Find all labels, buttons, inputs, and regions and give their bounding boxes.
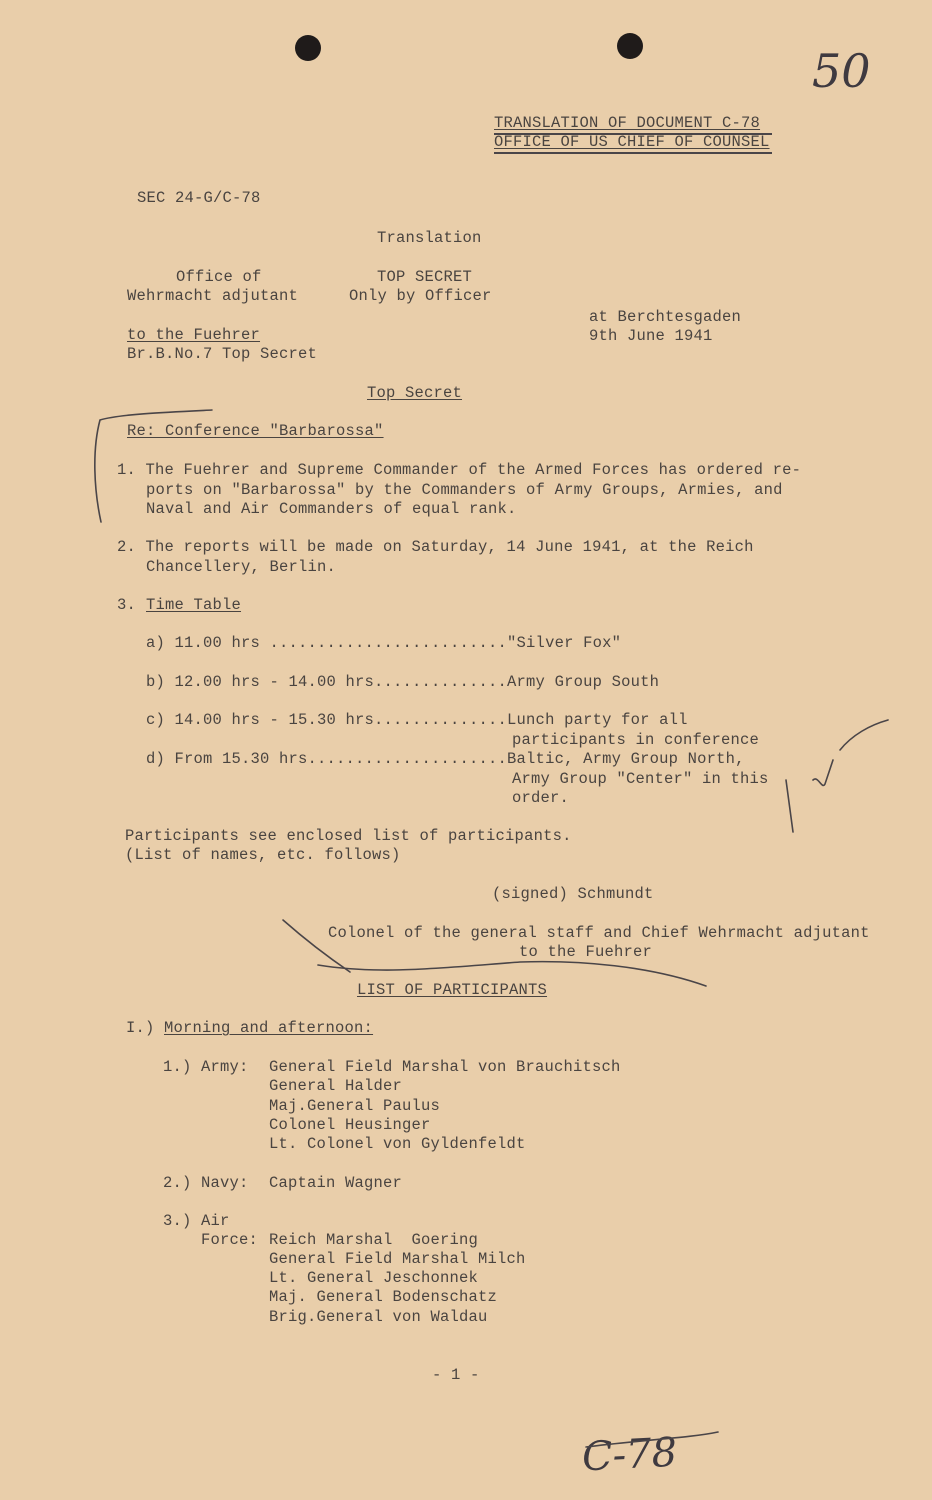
- time-table-item-c-line-2: participants in conference: [512, 731, 760, 749]
- navy-label: 2.) Navy:: [163, 1174, 249, 1192]
- top-secret-heading: Top Secret: [367, 384, 463, 402]
- paragraph-3-number: 3.: [117, 596, 137, 614]
- air-force-name-1: Reich Marshal Goering: [269, 1231, 479, 1249]
- participants-note-line-1: Participants see enclosed list of participants.: [125, 827, 572, 845]
- office-line-2: Wehrmacht adjutant: [127, 287, 299, 305]
- army-name-3: Maj.General Paulus: [269, 1097, 441, 1115]
- army-name-2: General Halder: [269, 1077, 403, 1095]
- signatory-rank-line-2: to the Fuehrer: [519, 943, 653, 961]
- army-name-1: General Field Marshal von Brauchitsch: [269, 1058, 621, 1076]
- signature-slash-mark: [283, 920, 350, 972]
- army-name-5: Lt. Colonel von Gyldenfeldt: [269, 1135, 526, 1153]
- paragraph-1-line-3: Naval and Air Commanders of equal rank.: [146, 500, 517, 518]
- paragraph-1-line-1: 1. The Fuehrer and Supreme Commander of the Armed Forces has ordered re-: [117, 461, 802, 479]
- margin-initials-mark: [786, 720, 888, 832]
- paragraph-1-line-2: ports on "Barbarossa" by the Commanders of Army Groups, Armies, and: [146, 481, 783, 499]
- air-force-name-3: Lt. General Jeschonnek: [269, 1269, 479, 1287]
- signature-line: (signed) Schmundt: [492, 885, 654, 903]
- section-number: I.): [126, 1019, 155, 1037]
- section-title: Morning and afternoon:: [164, 1019, 374, 1037]
- time-table-item-a: a) 11.00 hrs ........................."Silver Fox": [146, 634, 622, 652]
- air-force-label-line-1: 3.) Air: [163, 1212, 230, 1230]
- translation-label: Translation: [377, 229, 482, 247]
- list-of-participants-heading: LIST OF PARTICIPANTS: [357, 981, 548, 999]
- air-force-name-4: Maj. General Bodenschatz: [269, 1288, 498, 1306]
- date-line: 9th June 1941: [589, 327, 713, 345]
- army-label: 1.) Army:: [163, 1058, 249, 1076]
- page-number: - 1 -: [432, 1366, 480, 1384]
- classification-line-2: Only by Officer: [349, 287, 492, 305]
- time-table-heading: Time Table: [146, 596, 242, 614]
- classification-line-1: TOP SECRET: [377, 268, 473, 286]
- time-table-item-d-line-1: d) From 15.30 hrs.....................Baltic, Army Group North,: [146, 750, 745, 768]
- ref-underline-mark: [586, 1432, 718, 1447]
- air-force-name-2: General Field Marshal Milch: [269, 1250, 526, 1268]
- air-force-name-5: Brig.General von Waldau: [269, 1308, 488, 1326]
- time-table-item-d-line-2: Army Group "Center" in this: [512, 770, 769, 788]
- air-force-label-line-2: Force:: [201, 1231, 259, 1249]
- signatory-rank-line-1: Colonel of the general staff and Chief Wehrmacht adjutant: [328, 924, 870, 942]
- navy-name-1: Captain Wagner: [269, 1174, 403, 1192]
- document-reference: SEC 24-G/C-78: [137, 189, 261, 207]
- office-of-chief-counsel: OFFICE OF US CHIEF OF COUNSEL: [494, 133, 770, 151]
- paragraph-2-line-2: Chancellery, Berlin.: [146, 558, 337, 576]
- handwritten-page-mark: 50: [812, 44, 871, 98]
- margin-bracket-mark: [95, 410, 212, 522]
- signature-flourish-mark: [318, 962, 706, 986]
- place-line: at Berchtesgaden: [589, 308, 742, 326]
- handwritten-document-ref: C-78: [580, 1429, 679, 1481]
- paragraph-2-line-1: 2. The reports will be made on Saturday, 14 June 1941, at the Reich: [117, 538, 754, 556]
- army-name-4: Colonel Heusinger: [269, 1116, 431, 1134]
- participants-note-line-2: (List of names, etc. follows): [125, 846, 401, 864]
- office-line-3: to the Fuehrer: [127, 326, 261, 344]
- time-table-item-c-line-1: c) 14.00 hrs - 15.30 hrs..............Lunch party for all: [146, 711, 688, 729]
- translation-title: TRANSLATION OF DOCUMENT C-78: [494, 114, 761, 132]
- time-table-item-b: b) 12.00 hrs - 14.00 hrs..............Army Group South: [146, 673, 660, 691]
- time-table-item-d-line-3: order.: [512, 789, 570, 807]
- office-line-1: Office of: [176, 268, 262, 286]
- subject-line: Re: Conference "Barbarossa": [127, 422, 384, 440]
- office-line-4: Br.B.No.7 Top Secret: [127, 345, 318, 363]
